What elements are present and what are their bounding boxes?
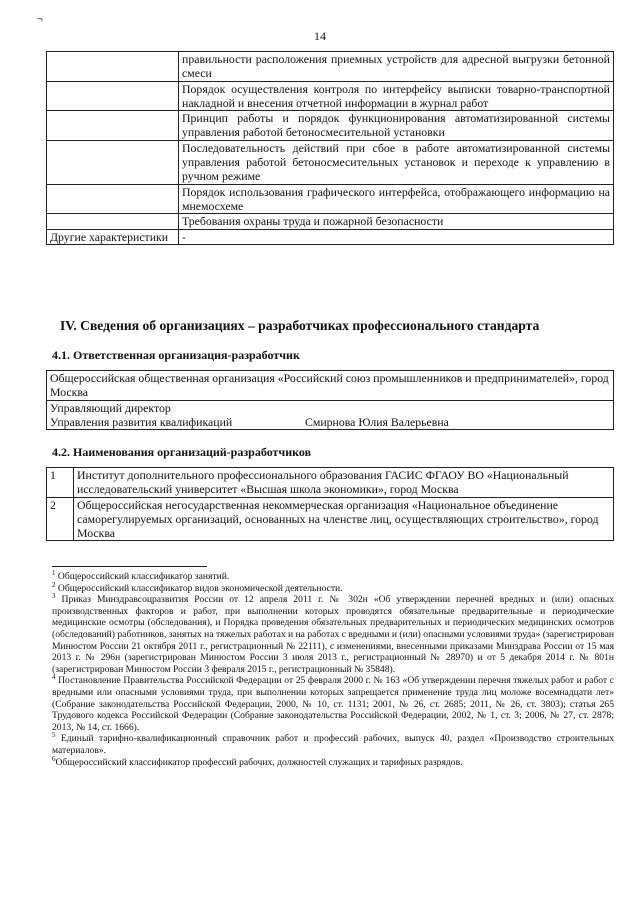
footnote-divider xyxy=(52,566,207,567)
row-label-cell xyxy=(47,214,179,229)
requirement-cell: Последовательность действий при сбое в работе автоматизированной системы управления работой бетоносмесительных установок и переходе к управлению в ручном режиме xyxy=(179,140,614,184)
table-row xyxy=(47,371,614,401)
responsible-org-heading: 4.1. Ответственная организация-разработчик xyxy=(52,348,300,362)
footnote xyxy=(52,754,614,769)
row-label-cell xyxy=(47,111,179,141)
developer-org-name: Институт дополнительного профессионального образования ГАСИС ФГАОУ ВО «Национальный исследовательский университет «Высшая школа экономики», город Москва xyxy=(74,468,614,498)
table-row xyxy=(47,468,614,498)
requirement-cell: Требования охраны труда и пожарной безопасности xyxy=(179,214,614,229)
other-characteristics-value: - xyxy=(179,229,614,244)
table-row xyxy=(47,52,614,82)
other-characteristics-label: Другие характеристики xyxy=(47,229,179,244)
responsible-org-table xyxy=(46,370,614,430)
signatory-line xyxy=(50,415,610,429)
footnote-number: 1 xyxy=(52,568,56,577)
signatory-cell xyxy=(47,400,614,430)
table-row xyxy=(47,111,614,141)
page-number: 14 xyxy=(314,29,326,43)
row-label-cell xyxy=(47,184,179,214)
requirement-cell: Порядок осуществления контроля по интерфейсу выписки товарно-транспортной накладной и внесения отчетной информации в журнал работ xyxy=(179,81,614,111)
footnote-text: Общероссийский классификатор занятий. xyxy=(55,571,230,582)
table-row xyxy=(47,214,614,229)
footnote xyxy=(52,675,614,733)
requirement-cell: Принцип работы и порядок функционирования автоматизированной системы управления работой бетоносмесительной установки xyxy=(179,111,614,141)
row-number: 1 xyxy=(47,468,74,498)
footnote xyxy=(52,594,614,675)
responsible-org-name: Общероссийская общественная организация «Российский союз промышленников и предпринимателей», город Москва xyxy=(47,371,614,401)
table-row xyxy=(47,400,614,430)
footnote xyxy=(52,568,614,583)
other-characteristics-row xyxy=(47,229,614,244)
row-label-cell xyxy=(47,140,179,184)
footnote-number: 5 xyxy=(52,731,56,740)
requirement-cell: Порядок использования графического интерфейса, отображающего информацию на мнемосхеме xyxy=(179,184,614,214)
corner-mark: ¬ xyxy=(37,14,43,25)
developer-org-name: Общероссийская негосударственная некоммерческая организация «Национальное объединение саморегулируемых организаций, основанных на членстве лиц, осуществляющих строительство», город Москва xyxy=(74,497,614,541)
signatory-department: Управления развития квалификаций xyxy=(50,414,233,429)
developer-orgs-table xyxy=(46,467,614,541)
table-row xyxy=(47,140,614,184)
row-label-cell xyxy=(47,81,179,111)
footnote-number: 4 xyxy=(52,673,56,682)
section-title: IV. Сведения об организациях – разработчиках профессионального стандарта xyxy=(60,318,540,333)
knowledge-requirements-table xyxy=(46,51,614,245)
signatory-name: Смирнова Юлия Валерьевна xyxy=(305,414,449,429)
row-number: 2 xyxy=(47,497,74,541)
footnote-number: 6 xyxy=(52,754,56,763)
table-row xyxy=(47,184,614,214)
requirement-cell: правильности расположения приемных устройств для адресной выгрузки бетонной смеси xyxy=(179,52,614,82)
row-label-cell xyxy=(47,52,179,82)
footnote-text: Постановление Правительства Российской Федерации от 25 февраля 2000 г. № 163 «Об утверждении перечня тяжелых работ и работ с вредными или опасными условиями труда, при выполнении которых запрещается применение труда лиц моложе восемнадцати лет» (Собрание законодательства Российской Федерации, 2000, № 10, ст. 1131; 2001, № 26, ст. 2685; 2011, № 26, ст. 3803); статья 265 Трудового кодекса Российской Федерации (Собрание законодательства Российской Федерации, 2002, № 1, ст. 3; 2006, № 27, ст. 2878; 2013, № 14, ст. 1666). xyxy=(52,675,614,733)
footnote-number: 2 xyxy=(52,580,56,589)
signatory-position: Управляющий директор xyxy=(50,400,171,415)
footnote-text: Общероссийский классификатор профессий рабочих, должностей служащих и тарифных разрядов. xyxy=(55,756,463,768)
footnote-text: Единый тарифно-квалификационный справочник работ и профессий рабочих, выпуск 40, раздел «Производство строительных материалов». xyxy=(52,733,614,756)
footnote xyxy=(52,580,614,595)
footnote-text: Общероссийский классификатор видов экономической деятельности. xyxy=(55,582,343,594)
footnote-text: Приказ Минздравсоцразвития России от 12 апреля 2011 г. № 302н «Об утверждении перечней вредных и (или) опасных производственных факторов и работ, при выполнении которых проводятся обязательные предварительные и периодические медицинские осмотры (обследования), и Порядка проведения обязательных предварительных и периодических медицинских осмотров (обследований) работников, занятых на тяжелых работах и на работах с вредными и (или) опасными условиями труда» (зарегистрирован Минюстом России 21 октября 2011 г., регистрационный № 22111), с изменениями, внесенными приказами Минздрава России от 15 мая 2013 г. № 296н (зарегистрирован Минюстом России 3 июля 2013 г., регистрационный № 28970) и от 5 декабря 2014 г. № 801н (зарегистрирован Минюстом России 3 февраля 2015 г., регистрационный № 35848). xyxy=(52,594,614,675)
table-row xyxy=(47,497,614,541)
table-row xyxy=(47,81,614,111)
developer-orgs-heading: 4.2. Наименования организаций-разработчиков xyxy=(52,445,312,459)
footnote xyxy=(52,733,614,756)
footnote-number: 3 xyxy=(52,592,56,600)
footnotes xyxy=(52,568,614,768)
